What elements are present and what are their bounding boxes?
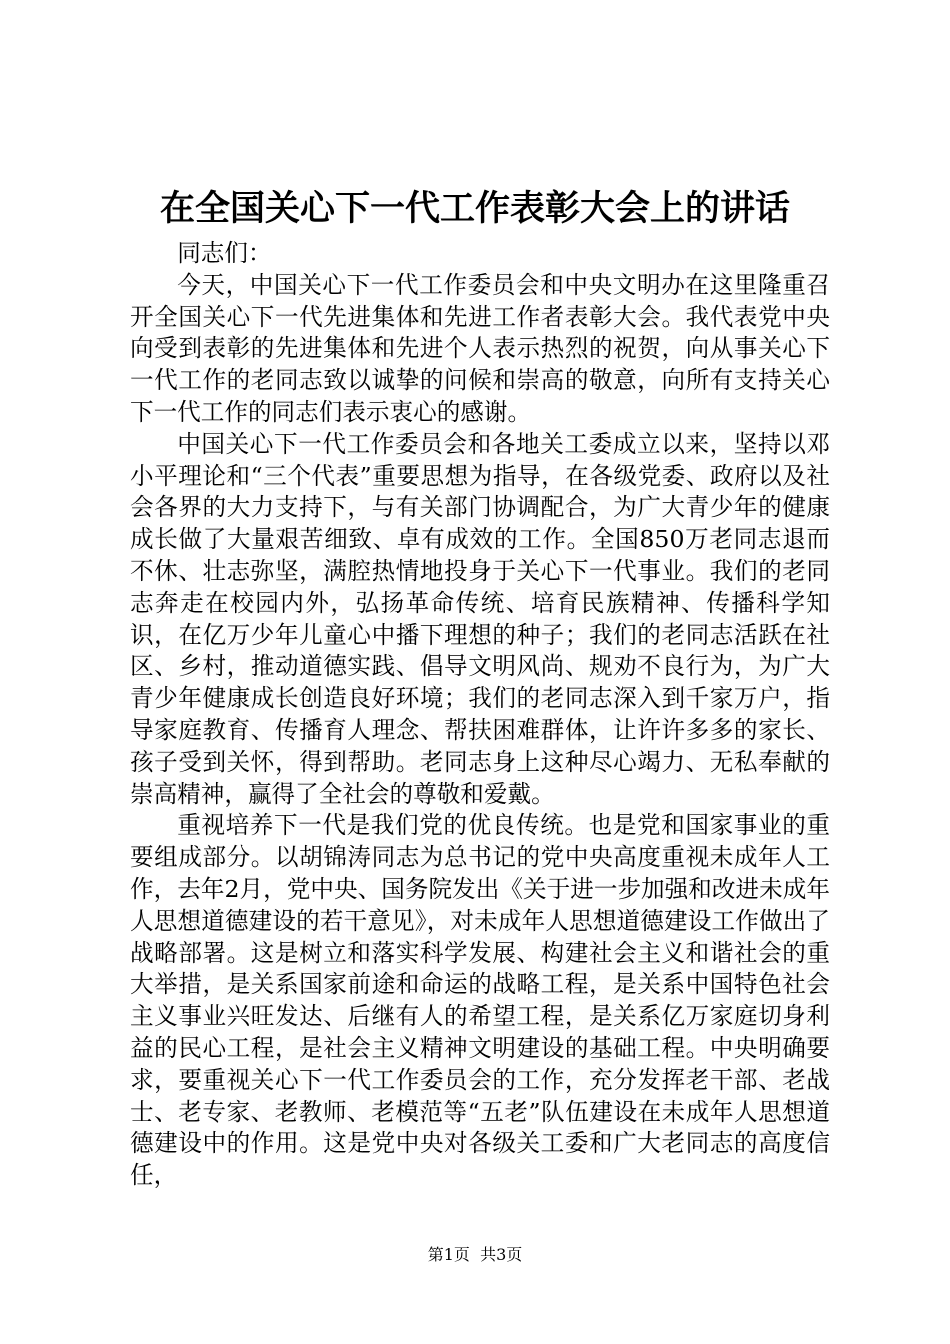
paragraph-2: 中国关心下一代工作委员会和各地关工委成立以来，坚持以邓小平理论和“三个代表”重要思想为指导，在各级党委、政府以及社会各界的大力支持下，与有关部门协调配合，为广大青少年的健康成长做了大量艰苦细致、卓有成效的工作。全国850万老同志退而不休、壮志弥坚，满腔热情地投身于关心下一代事业。我们的老同志奔走在校园内外，弘扬革命传统、培育民族精神、传播科学知识，在亿万少年儿童心中播下理想的种子；我们的老同志活跃在社区、乡村，推动道德实践、倡导文明风尚、规劝不良行为，为广大青少年健康成长创造良好环境；我们的老同志深入到千家万户，指导家庭教育、传播育人理念、帮扶困难群体，让许许多多的家长、孩子受到关怀，得到帮助。老同志身上这种尽心竭力、无私奉献的崇高精神，赢得了全社会的尊敬和爱戴。 xyxy=(130,429,830,808)
paragraph-3: 重视培养下一代是我们党的优良传统。也是党和国家事业的重要组成部分。以胡锦涛同志为总书记的党中央高度重视未成年人工作，去年2月，党中央、国务院发出《关于进一步加强和改进未成年人思想道德建设的若干意见》，对未成年人思想道德建设工作做出了战略部署。这是树立和落实科学发展、构建社会主义和谐社会的重大举措，是关系国家前途和命运的战略工程，是关系中国特色社会主义事业兴旺发达、后继有人的希望工程，是关系亿万家庭切身利益的民心工程，是社会主义精神文明建设的基础工程。中央明确要求，要重视关心下一代工作委员会的工作，充分发挥老干部、老战士、老专家、老教师、老模范等“五老”队伍建设在未成年人思想道德建设中的作用。这是党中央对各级关工委和广大老同志的高度信任， xyxy=(130,811,830,1190)
document-body xyxy=(130,238,830,1192)
page-number-label: 第1页 共3页 xyxy=(427,1245,523,1264)
salutation: 同志们： xyxy=(177,239,272,267)
page-footer xyxy=(0,1245,950,1265)
document-title: 在全国关心下一代工作表彰大会上的讲话 xyxy=(159,189,790,229)
paragraph-1: 今天，中国关心下一代工作委员会和中央文明办在这里隆重召开全国关心下一代先进集体和先进工作者表彰大会。我代表党中央向受到表彰的先进集体和先进个人表示热烈的祝贺，向从事关心下一代工作的老同志致以诚挚的问候和崇高的敬意，向所有支持关心下一代工作的同志们表示衷心的感谢。 xyxy=(130,270,830,426)
